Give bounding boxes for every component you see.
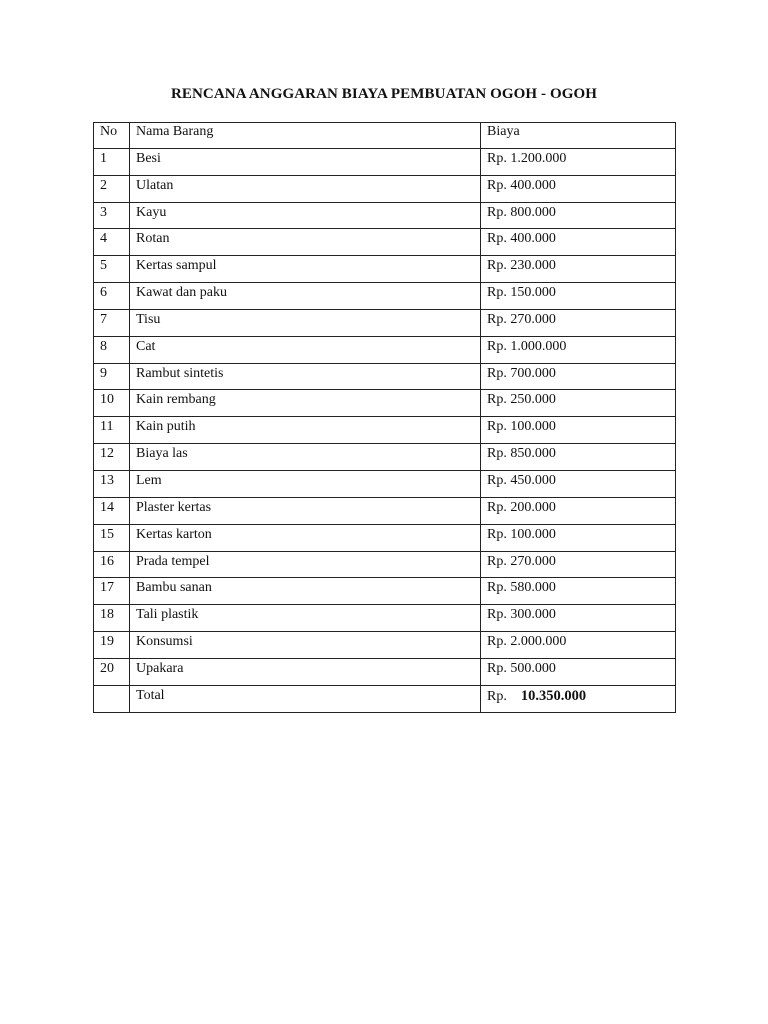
- row-no-cell: 8: [94, 336, 130, 363]
- row-item-name: Ulatan: [130, 175, 481, 202]
- row-item-name: Biaya las: [130, 444, 481, 471]
- row-cost: Rp. 200.000: [481, 497, 676, 524]
- row-item-name: Kawat dan paku: [130, 283, 481, 310]
- row-cost: Rp. 500.000: [481, 658, 676, 685]
- row-no-cell: 11: [94, 417, 130, 444]
- table-row: [94, 497, 676, 524]
- total-row: [94, 685, 676, 712]
- row-cost: Rp. 400.000: [481, 229, 676, 256]
- row-item-name: Kertas karton: [130, 524, 481, 551]
- row-item-name: Kertas sampul: [130, 256, 481, 283]
- row-cost: Rp. 270.000: [481, 309, 676, 336]
- row-no-cell: 18: [94, 605, 130, 632]
- row-no-cell: 12: [94, 444, 130, 471]
- row-no-cell: 1: [94, 148, 130, 175]
- table-row: [94, 417, 676, 444]
- document-title: RENCANA ANGGARAN BIAYA PEMBUATAN OGOH - OGOH: [170, 86, 598, 102]
- row-no-cell: 4: [94, 229, 130, 256]
- row-no-cell: 3: [94, 202, 130, 229]
- row-cost: Rp. 100.000: [481, 417, 676, 444]
- table-row: [94, 309, 676, 336]
- table-row: [94, 229, 676, 256]
- row-cost: Rp. 400.000: [481, 175, 676, 202]
- row-cost: Rp. 250.000: [481, 390, 676, 417]
- row-no-cell: 2: [94, 175, 130, 202]
- table-body: [94, 148, 676, 685]
- table-row: [94, 470, 676, 497]
- row-cost: Rp. 1.200.000: [481, 148, 676, 175]
- total-cost-cell: [481, 685, 676, 712]
- row-no-cell: 19: [94, 632, 130, 659]
- row-no-cell: 13: [94, 470, 130, 497]
- row-no-cell: 14: [94, 497, 130, 524]
- table-row: [94, 283, 676, 310]
- header-item-name: Nama Barang: [130, 123, 481, 149]
- row-cost: Rp. 150.000: [481, 283, 676, 310]
- row-cost: Rp. 100.000: [481, 524, 676, 551]
- row-no-cell: 16: [94, 551, 130, 578]
- table-header-row: [94, 123, 676, 149]
- header-cost: Biaya: [481, 123, 676, 149]
- row-cost: Rp. 850.000: [481, 444, 676, 471]
- total-no-cell: [94, 685, 130, 712]
- table-row: [94, 444, 676, 471]
- row-item-name: Tali plastik: [130, 605, 481, 632]
- row-cost: Rp. 450.000: [481, 470, 676, 497]
- table-row: [94, 175, 676, 202]
- row-no-cell: 15: [94, 524, 130, 551]
- row-item-name: Besi: [130, 148, 481, 175]
- budget-table: [93, 122, 676, 713]
- row-item-name: Kain putih: [130, 417, 481, 444]
- row-cost: Rp. 230.000: [481, 256, 676, 283]
- row-item-name: Rotan: [130, 229, 481, 256]
- table-row: [94, 551, 676, 578]
- row-item-name: Bambu sanan: [130, 578, 481, 605]
- table-row: [94, 363, 676, 390]
- row-item-name: Lem: [130, 470, 481, 497]
- total-currency: Rp.: [487, 688, 507, 704]
- row-item-name: Konsumsi: [130, 632, 481, 659]
- total-amount: 10.350.000: [520, 687, 587, 704]
- row-no-cell: 20: [94, 658, 130, 685]
- row-no-cell: 7: [94, 309, 130, 336]
- table-row: [94, 578, 676, 605]
- table-row: [94, 632, 676, 659]
- row-item-name: Cat: [130, 336, 481, 363]
- row-cost: Rp. 2.000.000: [481, 632, 676, 659]
- total-label: Total: [130, 685, 481, 712]
- row-item-name: Prada tempel: [130, 551, 481, 578]
- table-row: [94, 658, 676, 685]
- row-item-name: Tisu: [130, 309, 481, 336]
- row-cost: Rp. 300.000: [481, 605, 676, 632]
- row-item-name: Kain rembang: [130, 390, 481, 417]
- table-row: [94, 524, 676, 551]
- row-item-name: Kayu: [130, 202, 481, 229]
- row-cost: Rp. 700.000: [481, 363, 676, 390]
- table-row: [94, 336, 676, 363]
- row-no-cell: 6: [94, 283, 130, 310]
- row-cost: Rp. 800.000: [481, 202, 676, 229]
- table-row: [94, 390, 676, 417]
- row-item-name: Plaster kertas: [130, 497, 481, 524]
- row-no-cell: 9: [94, 363, 130, 390]
- table-row: [94, 605, 676, 632]
- table-row: [94, 202, 676, 229]
- row-cost: Rp. 1.000.000: [481, 336, 676, 363]
- row-no-cell: 17: [94, 578, 130, 605]
- row-cost: Rp. 270.000: [481, 551, 676, 578]
- row-no-cell: 5: [94, 256, 130, 283]
- row-cost: Rp. 580.000: [481, 578, 676, 605]
- table-row: [94, 148, 676, 175]
- header-no: No: [94, 123, 130, 149]
- row-no-cell: 10: [94, 390, 130, 417]
- table-row: [94, 256, 676, 283]
- row-item-name: Rambut sintetis: [130, 363, 481, 390]
- row-item-name: Upakara: [130, 658, 481, 685]
